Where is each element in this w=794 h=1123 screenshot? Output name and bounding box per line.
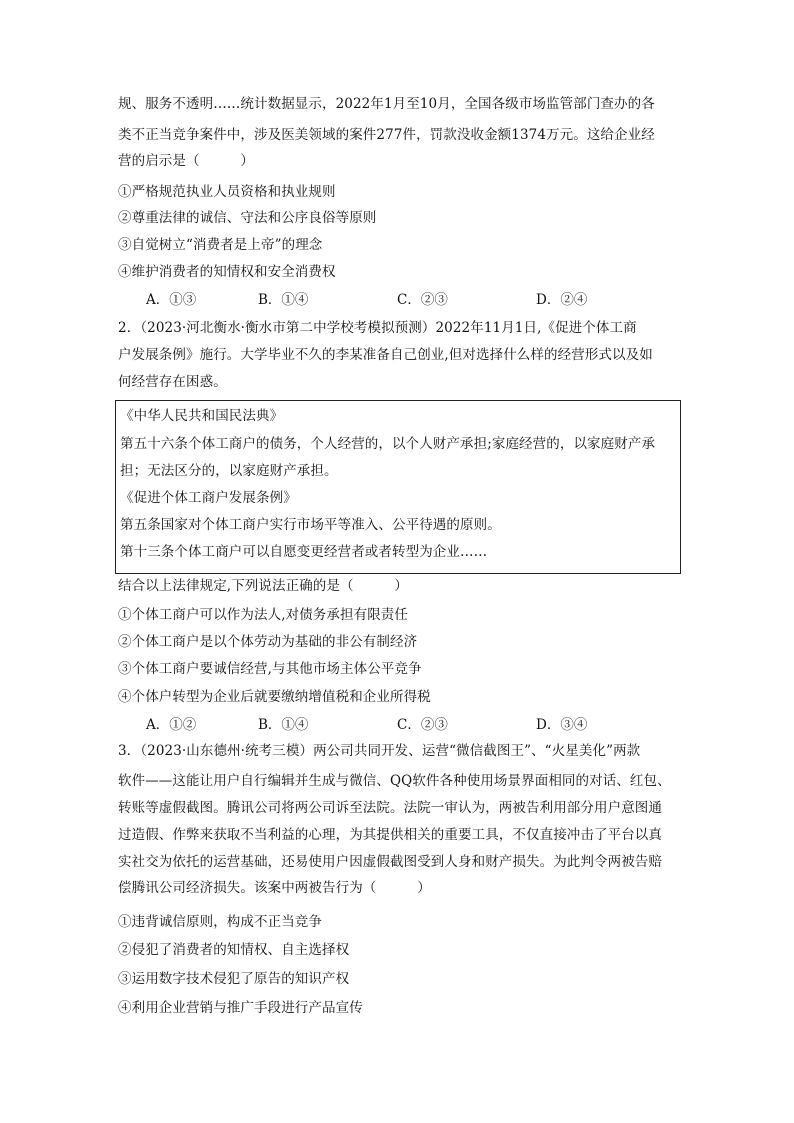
q3-stem-line-4: 过造假、作弊来获取不当利益的心理，为其提供相关的重要工具，不仅直接冲击了平台以真: [118, 827, 662, 843]
q2-stem-line-2: 户发展条例》施行。大学毕业不久的李某准备自己创业,但对选择什么样的经营形式以及如: [118, 347, 653, 363]
box-line-3: 担；无法区分的，以家庭财产承担。: [120, 463, 338, 479]
q2-question: 结合以上法律规定,下列说法正确的是（ ）: [118, 578, 408, 594]
q3-stem-line-5: 实社交为依托的运营基础，还易使用户因虚假截图受到人身和财产损失。为此判令两被告赔: [118, 854, 662, 870]
q1-option-c: C．②③: [397, 292, 448, 308]
box-line-2: 第五十六条个体工商户的债务，个人经营的，以个人财产承担;家庭经营的，以家庭财产承: [120, 436, 656, 452]
q3-stem-line-6: 偿腾讯公司经济损失。该案中两被告行为（ ）: [118, 880, 431, 896]
q1-item-2: ②尊重法律的诚信、守法和公序良俗等原则: [118, 210, 377, 226]
q1-item-4: ④维护消费者的知情权和安全消费权: [118, 264, 336, 280]
q2-item-3: ③个体工商户要诚信经营,与其他市场主体公平竞争: [118, 661, 422, 677]
box-line-5: 第五条国家对个体工商户实行市场平等准入、公平待遇的原则。: [120, 517, 501, 533]
q1-option-a: A．①③: [146, 292, 197, 308]
q1-stem-line-2: 类不正当竞争案件中，涉及医美领域的案件277件，罚款没收金额1374万元。这给企业经: [118, 127, 655, 143]
q2-stem-line-3: 何经营存在困惑。: [118, 374, 227, 390]
q2-item-1: ①个体工商户可以作为法人,对债务承担有限责任: [118, 607, 408, 623]
law-excerpt-box: [115, 400, 681, 574]
q3-item-1: ①违背诚信原则，构成不正当竞争: [118, 914, 322, 930]
q2-option-b: B．①④: [258, 717, 309, 733]
q2-option-a: A．①②: [146, 717, 197, 733]
q3-item-3: ③运用数字技术侵犯了原告的知识产权: [118, 971, 350, 987]
q3-stem-line-3: 转账等虚假截图。腾讯公司将两公司诉至法院。法院一审认为，两被告利用部分用户意图通: [118, 800, 662, 816]
box-line-4: 《促进个体工商户发展条例》: [120, 490, 297, 506]
q2-stem-line-1: 2．（2023·河北衡水·衡水市第二中学校考模拟预测）2022年11月1日,《促进个体工商: [118, 320, 637, 336]
q1-option-d: D．②④: [536, 292, 588, 308]
q1-stem-line-3: 营的启示是（ ）: [118, 153, 254, 169]
q1-option-b: B．①④: [258, 292, 309, 308]
q2-option-c: C．②③: [397, 717, 448, 733]
q3-item-2: ②侵犯了消费者的知情权、自主选择权: [118, 942, 350, 958]
q2-item-4: ④个体户转型为企业后就要缴纳增值税和企业所得税: [118, 689, 431, 705]
q1-item-3: ③自觉树立“消费者是上帝”的理念: [118, 237, 323, 253]
q1-stem-line-1: 规、服务不透明……统计数据显示，2022年1月至10月，全国各级市场监管部门查办的各: [118, 96, 655, 112]
box-line-1: 《中华人民共和国民法典》: [120, 408, 284, 424]
q3-item-4: ④利用企业营销与推广手段进行产品宣传: [118, 1000, 363, 1016]
q3-stem-line-2: 软件——这能让用户自行编辑并生成与微信、QQ软件各种使用场景界面相同的对话、红包、: [118, 773, 671, 789]
q1-item-1: ①严格规范执业人员资格和执业规则: [118, 184, 336, 200]
box-line-6: 第十三条个体工商户可以自愿变更经营者或者转型为企业……: [120, 544, 488, 560]
q2-option-d: D．③④: [536, 717, 588, 733]
q2-item-2: ②个体工商户是以个体劳动为基础的非公有制经济: [118, 634, 418, 650]
q3-stem-line-1: 3．（2023·山东德州·统考三模）两公司共同开发、运营“微信截图王”、“火星美化”两款: [118, 743, 641, 759]
